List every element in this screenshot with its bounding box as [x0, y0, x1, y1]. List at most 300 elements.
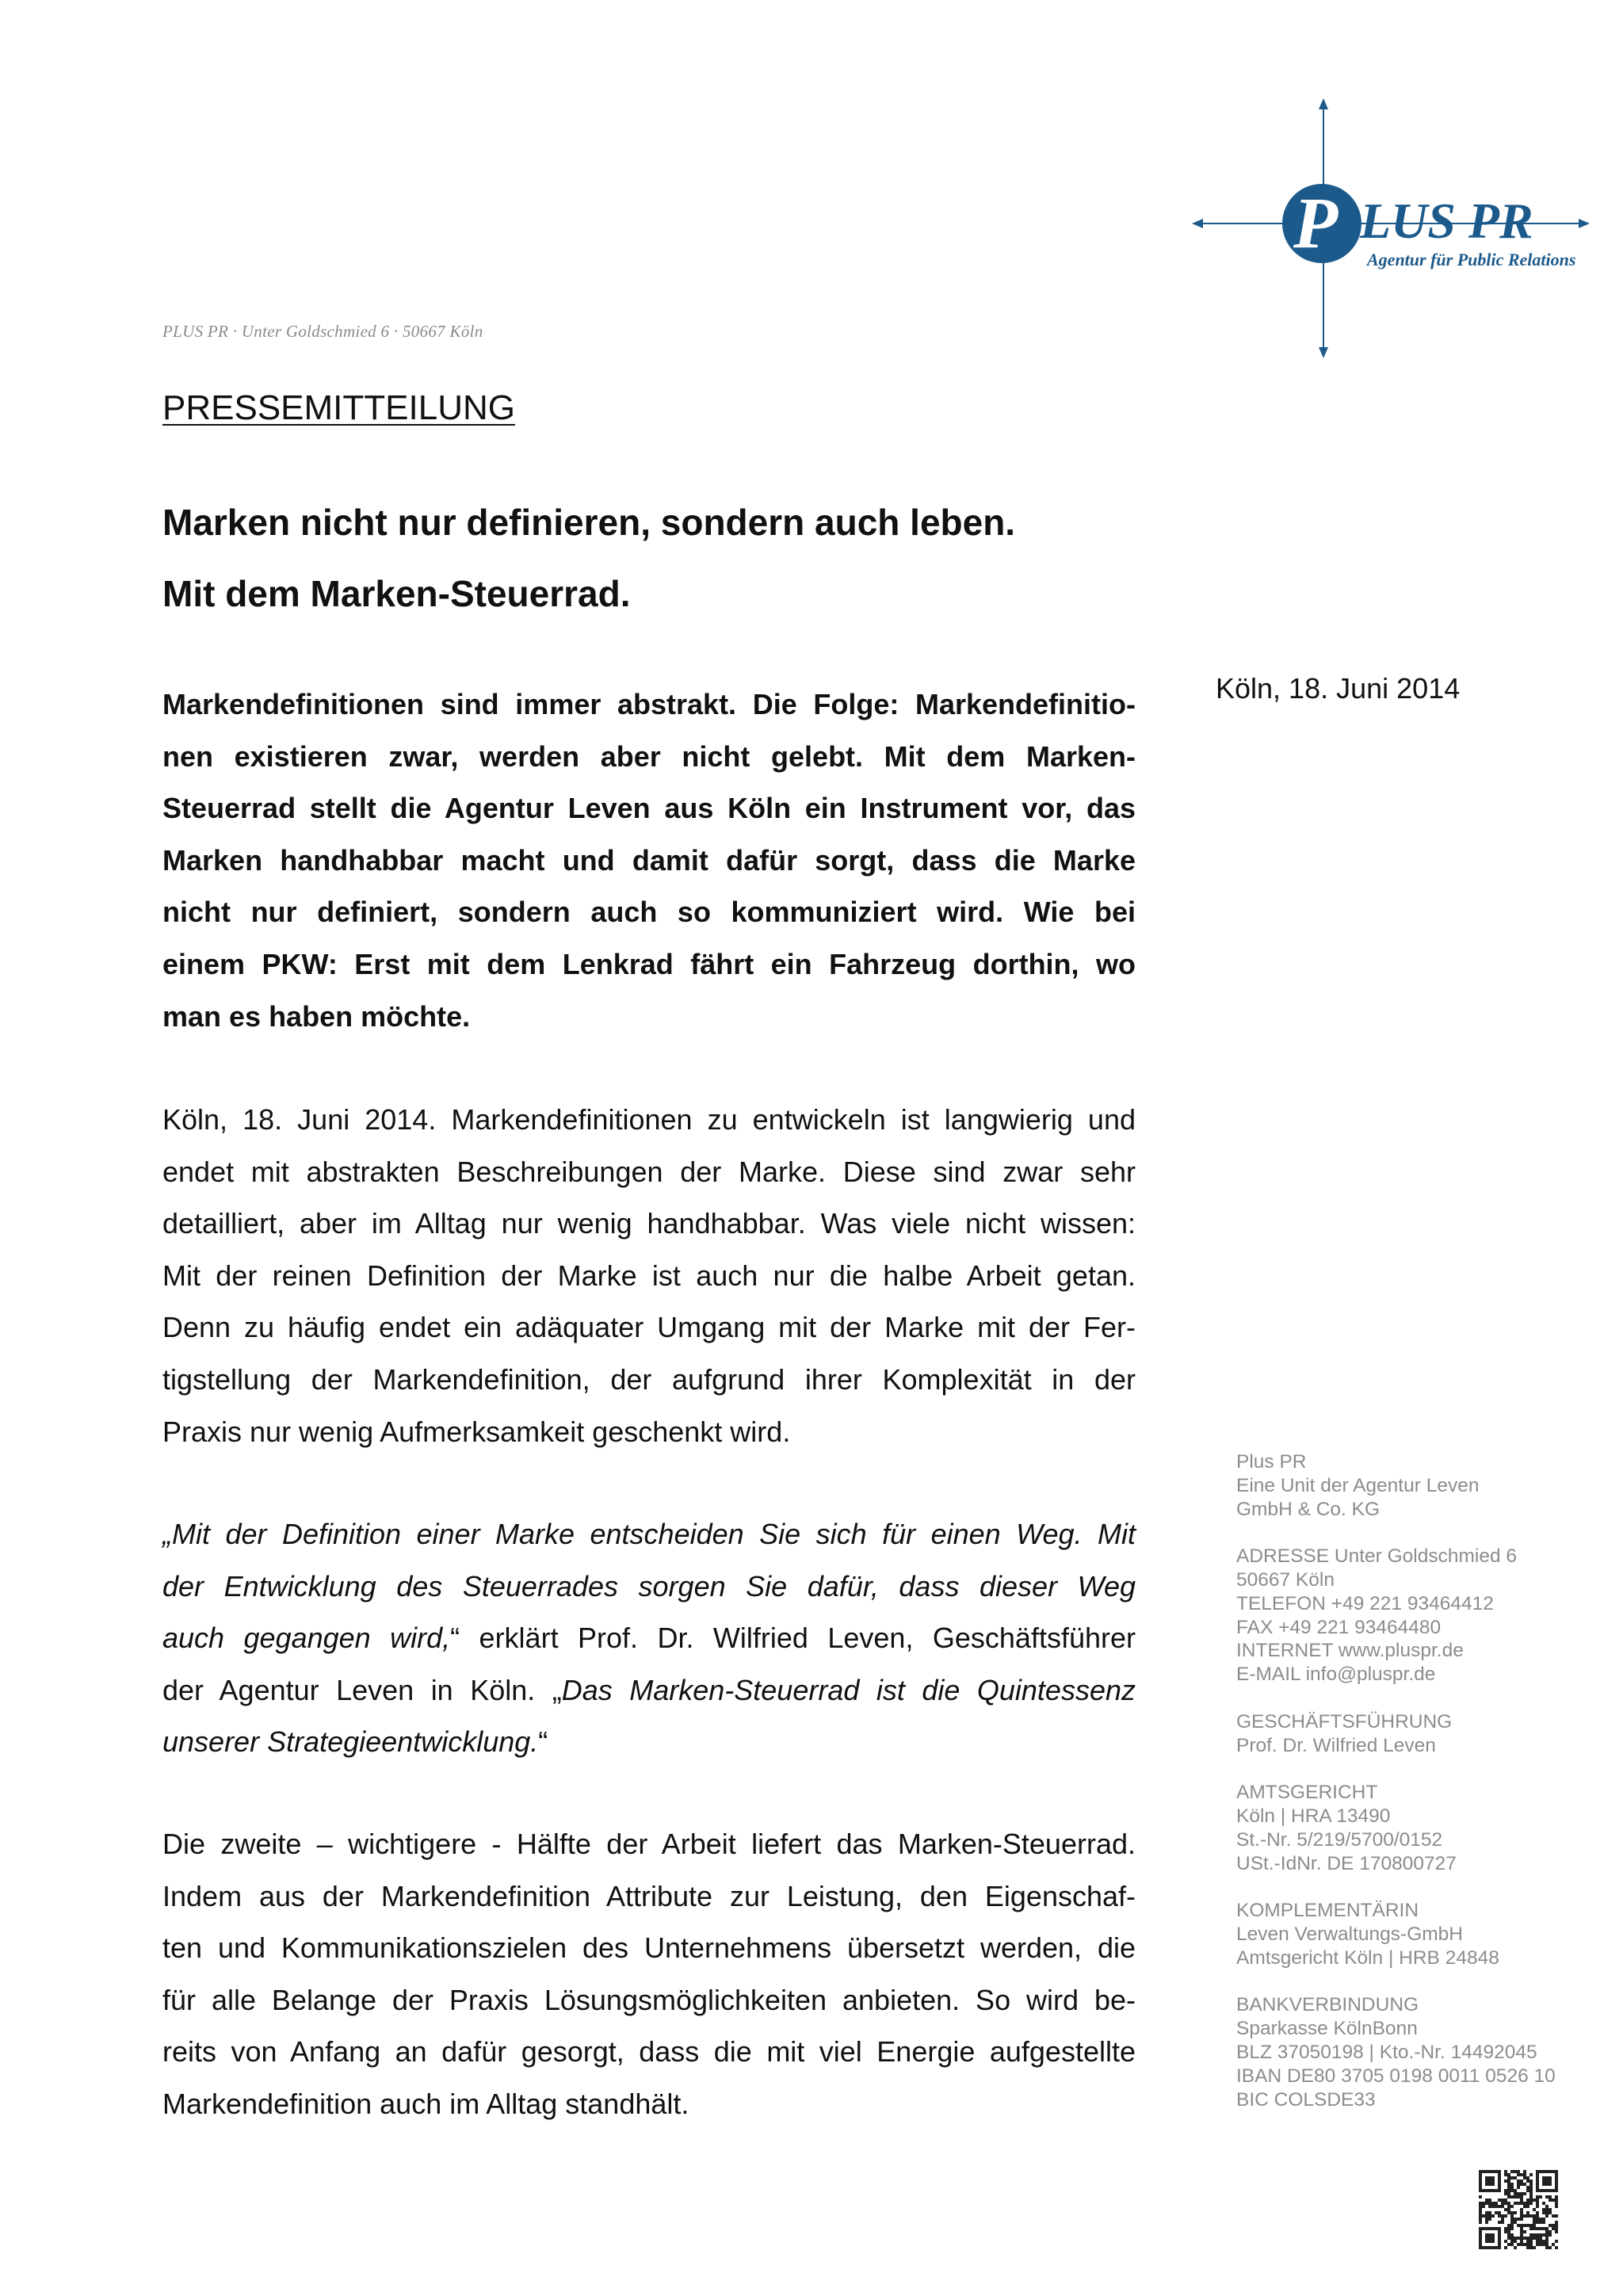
- qr-module: [1520, 2237, 1523, 2240]
- qr-module: [1485, 2218, 1488, 2221]
- qr-module: [1498, 2214, 1501, 2218]
- court-line: Köln | HRA 13490: [1236, 1805, 1391, 1827]
- qr-module: [1501, 2199, 1504, 2202]
- qr-module: [1520, 2233, 1523, 2237]
- qr-module: [1555, 2202, 1558, 2205]
- qr-module: [1501, 2205, 1504, 2208]
- qr-module: [1552, 2227, 1555, 2230]
- qr-module: [1552, 2243, 1555, 2246]
- qr-module: [1520, 2240, 1523, 2243]
- qr-module: [1529, 2214, 1533, 2218]
- qr-module: [1510, 2218, 1514, 2221]
- qr-module: [1549, 2208, 1552, 2211]
- qr-module: [1529, 2199, 1533, 2202]
- court-line: St.-Nr. 5/219/5700/0152: [1236, 1828, 1443, 1851]
- qr-module: [1504, 2246, 1507, 2249]
- qr-module: [1549, 2230, 1552, 2233]
- qr-module: [1552, 2199, 1555, 2202]
- headline-line-1: Marken nicht nur definieren, sondern auch leben.: [162, 502, 1016, 543]
- qr-module: [1536, 2237, 1539, 2240]
- qr-module: [1539, 2195, 1542, 2199]
- qr-module: [1520, 2224, 1523, 2227]
- lead-line: Marken handhabbar macht und damit dafür sorgt, dass die Marke: [162, 843, 1136, 877]
- qr-module: [1529, 2179, 1533, 2183]
- qr-module: [1507, 2230, 1510, 2233]
- qr-module: [1504, 2202, 1507, 2205]
- qr-module: [1533, 2221, 1536, 2224]
- qr-module: [1507, 2208, 1510, 2211]
- qr-module: [1510, 2227, 1514, 2230]
- qr-module: [1507, 2227, 1510, 2230]
- partner-block: [1236, 1899, 1556, 1969]
- qr-module: [1520, 2208, 1523, 2211]
- qr-module: [1504, 2240, 1507, 2243]
- qr-module: [1507, 2224, 1510, 2227]
- body-line: reits von Anfang an dafür gesorgt, dass die mit viel Energie aufgestellte: [162, 2035, 1136, 2069]
- qr-module: [1517, 2202, 1520, 2205]
- qr-module: [1504, 2199, 1507, 2202]
- qr-module: [1529, 2233, 1533, 2237]
- qr-module: [1552, 2224, 1555, 2227]
- qr-module: [1514, 2246, 1517, 2249]
- qr-module: [1485, 2202, 1488, 2205]
- qr-module: [1495, 2211, 1498, 2214]
- qr-module: [1507, 2233, 1510, 2237]
- qr-module: [1523, 2192, 1526, 2195]
- qr-module: [1485, 2176, 1495, 2186]
- qr-module: [1488, 2211, 1491, 2214]
- qr-module: [1542, 2211, 1545, 2214]
- qr-module: [1485, 2211, 1488, 2214]
- qr-module: [1549, 2195, 1552, 2199]
- qr-module: [1507, 2243, 1510, 2246]
- qr-module: [1514, 2211, 1517, 2214]
- qr-module: [1526, 2205, 1529, 2208]
- qr-module: [1536, 2205, 1539, 2208]
- company-info-sidebar: [1236, 1450, 1556, 2135]
- qr-module: [1517, 2183, 1520, 2186]
- qr-module: [1555, 2230, 1558, 2233]
- qr-module: [1526, 2202, 1529, 2205]
- qr-module: [1552, 2214, 1555, 2218]
- qr-module: [1507, 2202, 1510, 2205]
- qr-module: [1510, 2211, 1514, 2214]
- qr-module: [1520, 2179, 1523, 2183]
- qr-module: [1539, 2237, 1542, 2240]
- qr-module: [1520, 2202, 1523, 2205]
- qr-module: [1501, 2214, 1504, 2218]
- qr-module: [1533, 2214, 1536, 2218]
- qr-module: [1510, 2189, 1514, 2192]
- qr-module: [1523, 2173, 1526, 2176]
- headline-line-2: Mit dem Marken-Steuerrad.: [162, 573, 631, 614]
- qr-module: [1529, 2224, 1533, 2227]
- qr-module: [1545, 2227, 1549, 2230]
- qr-module: [1504, 2170, 1507, 2173]
- phone-line: TELEFON +49 221 93464412: [1236, 1592, 1494, 1614]
- qr-module: [1517, 2218, 1520, 2221]
- qr-module: [1517, 2170, 1520, 2173]
- qr-module: [1488, 2199, 1491, 2202]
- qr-module: [1542, 2176, 1552, 2186]
- qr-module: [1545, 2230, 1549, 2233]
- qr-module: [1485, 2214, 1488, 2218]
- attribution-text: “ erklärt Prof. Dr. Wilfried Leven, Geschäftsführer: [450, 1622, 1136, 1655]
- partner-line: Leven Verwaltungs-GmbH: [1236, 1923, 1463, 1945]
- qr-module: [1555, 2205, 1558, 2208]
- partner-label: KOMPLEMENTÄRIN: [1236, 1900, 1419, 1922]
- company-block: [1236, 1450, 1556, 1521]
- qr-module: [1495, 2205, 1498, 2208]
- qr-module: [1504, 2189, 1507, 2192]
- qr-module: [1536, 2218, 1539, 2221]
- qr-module: [1498, 2221, 1501, 2224]
- qr-module: [1526, 2224, 1529, 2227]
- qr-module: [1536, 2211, 1539, 2214]
- qr-module: [1520, 2173, 1523, 2176]
- qr-module: [1498, 2205, 1501, 2208]
- qr-module: [1549, 2233, 1552, 2237]
- qr-module: [1517, 2173, 1520, 2176]
- qr-module: [1536, 2243, 1539, 2246]
- qr-module: [1523, 2170, 1526, 2173]
- qr-module: [1533, 2227, 1536, 2230]
- svg-text:P: P: [1293, 182, 1338, 263]
- qr-module: [1520, 2214, 1523, 2218]
- email-line: E-MAIL info@pluspr.de: [1236, 1664, 1436, 1686]
- management-block: [1236, 1710, 1556, 1758]
- body-line: Indem aus der Markendefinition Attribute zur Leistung, den Eigenschaf-: [162, 1879, 1136, 1912]
- body-line: detailliert, aber im Alltag nur wenig handhabbar. Was viele nicht wissen:: [162, 1207, 1136, 1240]
- qr-module: [1536, 2240, 1539, 2243]
- qr-module: [1536, 2227, 1539, 2230]
- company-line: Eine Unit der Agentur Leven: [1236, 1474, 1480, 1496]
- lead-line: nicht nur definiert, sondern auch so kommuniziert wird. Wie bei: [162, 896, 1136, 929]
- qr-code: [1479, 2170, 1558, 2249]
- qr-module: [1510, 2205, 1514, 2208]
- qr-module: [1545, 2211, 1549, 2214]
- body-paragraph-1: [162, 1094, 1136, 1457]
- company-line: GmbH & Co. KG: [1236, 1498, 1381, 1520]
- qr-module: [1526, 2237, 1529, 2240]
- qr-module: [1555, 2240, 1558, 2243]
- qr-module: [1542, 2208, 1545, 2211]
- qr-module: [1542, 2227, 1545, 2230]
- qr-module: [1526, 2176, 1529, 2179]
- qr-module: [1536, 2214, 1539, 2218]
- qr-module: [1536, 2202, 1539, 2205]
- qr-module: [1517, 2224, 1520, 2227]
- attribution-text: “: [538, 1725, 548, 1759]
- attribution-text: der Agentur Leven in Köln. „: [162, 1673, 562, 1706]
- plus-pr-logo: [1189, 95, 1593, 365]
- qr-module: [1533, 2233, 1536, 2237]
- qr-module: [1529, 2173, 1533, 2176]
- qr-module: [1542, 2218, 1545, 2221]
- lead-line: man es haben möchte.: [162, 999, 471, 1033]
- qr-module: [1520, 2243, 1523, 2246]
- qr-module: [1526, 2214, 1529, 2218]
- qr-module: [1545, 2237, 1549, 2240]
- body-paragraph-3: [162, 1818, 1136, 2130]
- qr-module: [1517, 2195, 1520, 2199]
- qr-module: [1545, 2208, 1549, 2211]
- qr-module: [1485, 2199, 1488, 2202]
- bank-line: Sparkasse KölnBonn: [1236, 2018, 1418, 2040]
- qr-module: [1507, 2237, 1510, 2240]
- qr-module: [1504, 2230, 1507, 2233]
- qr-module: [1523, 2205, 1526, 2208]
- quote-text: unserer Strategieentwicklung.: [162, 1725, 539, 1759]
- court-label: AMTSGERICHT: [1236, 1782, 1378, 1804]
- qr-module: [1514, 2202, 1517, 2205]
- qr-module: [1510, 2176, 1514, 2179]
- qr-module: [1542, 2202, 1545, 2205]
- fax-line: FAX +49 221 93464480: [1236, 1616, 1442, 1638]
- qr-module: [1488, 2218, 1491, 2221]
- qr-module: [1529, 2186, 1533, 2189]
- qr-module: [1542, 2221, 1545, 2224]
- quote-line: [162, 1561, 1136, 1613]
- qr-module: [1510, 2214, 1514, 2218]
- qr-module: [1545, 2195, 1549, 2199]
- qr-module: [1523, 2183, 1526, 2186]
- address-line: 50667 Köln: [1236, 1568, 1335, 1591]
- qr-module: [1523, 2237, 1526, 2240]
- qr-module: [1507, 2192, 1510, 2195]
- quote-text: Das Marken-Steuerrad ist die Quintessenz: [561, 1673, 1136, 1706]
- qr-module: [1520, 2199, 1523, 2202]
- qr-module: [1510, 2224, 1514, 2227]
- court-block: [1236, 1781, 1556, 1875]
- qr-module: [1545, 2233, 1549, 2237]
- qr-module: [1491, 2205, 1495, 2208]
- quote-line: [162, 1612, 1136, 1664]
- qr-module: [1498, 2199, 1501, 2202]
- qr-module: [1501, 2218, 1504, 2221]
- bank-line: BIC COLSDE33: [1236, 2088, 1376, 2111]
- qr-module: [1520, 2218, 1523, 2221]
- qr-module: [1491, 2214, 1495, 2218]
- quote-paragraph: [162, 1508, 1136, 1768]
- qr-module: [1523, 2243, 1526, 2246]
- qr-module: [1536, 2195, 1539, 2199]
- qr-module: [1545, 2205, 1549, 2208]
- qr-module: [1510, 2170, 1514, 2173]
- qr-module: [1514, 2218, 1517, 2221]
- qr-module: [1529, 2202, 1533, 2205]
- qr-module: [1517, 2179, 1520, 2183]
- qr-module: [1555, 2224, 1558, 2227]
- qr-module: [1533, 2208, 1536, 2211]
- qr-module: [1545, 2243, 1549, 2246]
- qr-module: [1533, 2237, 1536, 2240]
- qr-module: [1533, 2246, 1536, 2249]
- qr-module: [1536, 2199, 1539, 2202]
- company-name: Plus PR: [1236, 1451, 1307, 1473]
- qr-module: [1514, 2189, 1517, 2192]
- qr-module: [1501, 2202, 1504, 2205]
- qr-module: [1514, 2221, 1517, 2224]
- qr-module: [1479, 2205, 1482, 2208]
- body-line: Praxis nur wenig Aufmerksamkeit geschenkt wird.: [162, 1415, 791, 1448]
- qr-module: [1479, 2214, 1482, 2218]
- qr-module: [1523, 2230, 1526, 2233]
- qr-module: [1507, 2186, 1510, 2189]
- qr-module: [1507, 2173, 1510, 2176]
- quote-text: „Mit der Definition einer Marke entscheiden Sie sich für einen Weg. Mit: [162, 1518, 1136, 1550]
- qr-module: [1529, 2183, 1533, 2186]
- qr-module: [1555, 2214, 1558, 2218]
- qr-module: [1510, 2183, 1514, 2186]
- qr-module: [1491, 2202, 1495, 2205]
- qr-module: [1504, 2173, 1507, 2176]
- qr-module: [1545, 2240, 1549, 2243]
- qr-module: [1504, 2208, 1507, 2211]
- qr-module: [1555, 2221, 1558, 2224]
- qr-module: [1520, 2183, 1523, 2186]
- qr-module: [1479, 2218, 1482, 2221]
- qr-module: [1517, 2243, 1520, 2246]
- qr-module: [1479, 2202, 1482, 2205]
- body-line: ten und Kommunikationszielen des Unternehmens übersetzt werden, die: [162, 1931, 1136, 1965]
- qr-module: [1533, 2218, 1536, 2221]
- quote-text: der Entwicklung des Steuerrades sorgen Sie dafür, dass dieser Weg: [162, 1569, 1136, 1603]
- qr-module: [1539, 2227, 1542, 2230]
- qr-module: [1529, 2227, 1533, 2230]
- sender-line: PLUS PR · Unter Goldschmied 6 · 50667 Köln: [162, 322, 483, 341]
- qr-module: [1549, 2199, 1552, 2202]
- qr-module: [1504, 2179, 1507, 2183]
- body-line: Mit der reinen Definition der Marke ist auch nur die halbe Arbeit getan.: [162, 1259, 1136, 1292]
- qr-module: [1498, 2211, 1501, 2214]
- body-line: Die zweite – wichtigere - Hälfte der Arbeit liefert das Marken-Steuerrad.: [162, 1828, 1136, 1860]
- qr-module: [1510, 2233, 1514, 2237]
- qr-module: [1526, 2189, 1529, 2192]
- qr-module: [1520, 2227, 1523, 2230]
- quote-line: [162, 1508, 1136, 1561]
- qr-module: [1488, 2205, 1491, 2208]
- qr-module: [1504, 2192, 1507, 2195]
- qr-module: [1485, 2221, 1488, 2224]
- qr-module: [1520, 2192, 1523, 2195]
- qr-module: [1536, 2233, 1539, 2237]
- bank-block: [1236, 1993, 1556, 2111]
- qr-module: [1523, 2224, 1526, 2227]
- qr-module: [1495, 2202, 1498, 2205]
- qr-module: [1520, 2211, 1523, 2214]
- qr-module: [1555, 2195, 1558, 2199]
- qr-module: [1539, 2218, 1542, 2221]
- qr-module: [1539, 2221, 1542, 2224]
- qr-module: [1536, 2221, 1539, 2224]
- qr-module: [1542, 2243, 1545, 2246]
- qr-module: [1507, 2183, 1510, 2186]
- website-line: INTERNET www.pluspr.de: [1236, 1640, 1464, 1662]
- lead-line: nen existieren zwar, werden aber nicht gelebt. Mit dem Marken-: [162, 739, 1136, 773]
- document-type-heading: PRESSEMITTEILUNG: [162, 388, 515, 427]
- lead-paragraph: [162, 678, 1136, 1042]
- quote-line: [162, 1716, 1136, 1768]
- qr-module: [1523, 2214, 1526, 2218]
- qr-module: [1514, 2240, 1517, 2243]
- qr-module: [1482, 2202, 1485, 2205]
- qr-module: [1529, 2195, 1533, 2199]
- management-label: GESCHÄFTSFÜHRUNG: [1236, 1710, 1453, 1733]
- qr-module: [1510, 2240, 1514, 2243]
- qr-module: [1549, 2211, 1552, 2214]
- qr-module: [1510, 2195, 1514, 2199]
- qr-module: [1510, 2243, 1514, 2246]
- qr-module: [1542, 2233, 1545, 2237]
- qr-module: [1520, 2230, 1523, 2233]
- qr-module: [1504, 2227, 1507, 2230]
- qr-module: [1549, 2246, 1552, 2249]
- body-line: endet mit abstrakten Beschreibungen der Marke. Diese sind zwar sehr: [162, 1155, 1136, 1188]
- logo-tagline: Agentur für Public Relations: [1367, 250, 1576, 269]
- qr-module: [1523, 2176, 1526, 2179]
- qr-module: [1517, 2186, 1520, 2189]
- qr-module: [1549, 2224, 1552, 2227]
- qr-module: [1482, 2214, 1485, 2218]
- qr-module: [1526, 2179, 1529, 2183]
- bank-label: BANKVERBINDUNG: [1236, 1994, 1419, 2016]
- qr-module: [1539, 2240, 1542, 2243]
- body-line: für alle Belange der Praxis Lösungsmöglichkeiten anbieten. So wird be-: [162, 1983, 1136, 2016]
- lead-line: Markendefinitionen sind immer abstrakt. Die Folge: Markendefinitio-: [162, 688, 1136, 720]
- qr-module: [1539, 2233, 1542, 2237]
- bank-line: IBAN DE80 3705 0198 0011 0526 10: [1236, 2065, 1556, 2087]
- body-line: Markendefinition auch im Alltag standhält.: [162, 2087, 689, 2120]
- qr-module: [1479, 2211, 1482, 2214]
- address-block: [1236, 1545, 1556, 1687]
- qr-module: [1555, 2227, 1558, 2230]
- partner-line: Amtsgericht Köln | HRB 24848: [1236, 1946, 1499, 1969]
- qr-module: [1507, 2179, 1510, 2183]
- qr-module: [1529, 2237, 1533, 2240]
- qr-module: [1526, 2243, 1529, 2246]
- logo-wordmark: LUS PR: [1360, 193, 1533, 249]
- qr-module: [1507, 2195, 1510, 2199]
- qr-module: [1479, 2221, 1482, 2224]
- qr-module: [1517, 2237, 1520, 2240]
- qr-module: [1482, 2205, 1485, 2208]
- qr-module: [1510, 2221, 1514, 2224]
- qr-module: [1510, 2186, 1514, 2189]
- qr-module: [1526, 2240, 1529, 2243]
- qr-module: [1533, 2224, 1536, 2227]
- address-line: ADRESSE Unter Goldschmied 6: [1236, 1545, 1518, 1568]
- lead-line: Steuerrad stellt die Agentur Leven aus Köln ein Instrument vor, das: [162, 792, 1136, 825]
- date-line: Köln, 18. Juni 2014: [1216, 672, 1461, 705]
- qr-module: [1533, 2199, 1536, 2202]
- qr-module: [1479, 2195, 1482, 2199]
- qr-module: [1529, 2243, 1533, 2246]
- quote-line: [162, 1664, 1136, 1717]
- qr-module: [1529, 2189, 1533, 2192]
- qr-module: [1514, 2176, 1517, 2179]
- bank-line: BLZ 37050198 | Kto.-Nr. 14492045: [1236, 2041, 1537, 2063]
- qr-module: [1507, 2189, 1510, 2192]
- qr-module: [1542, 2240, 1545, 2243]
- qr-module: [1514, 2195, 1517, 2199]
- qr-module: [1514, 2170, 1517, 2173]
- lead-line: einem PKW: Erst mit dem Lenkrad fährt ein Fahrzeug dorthin, wo: [162, 947, 1136, 980]
- qr-module: [1507, 2205, 1510, 2208]
- qr-module: [1523, 2202, 1526, 2205]
- qr-module: [1555, 2246, 1558, 2249]
- qr-module: [1526, 2211, 1529, 2214]
